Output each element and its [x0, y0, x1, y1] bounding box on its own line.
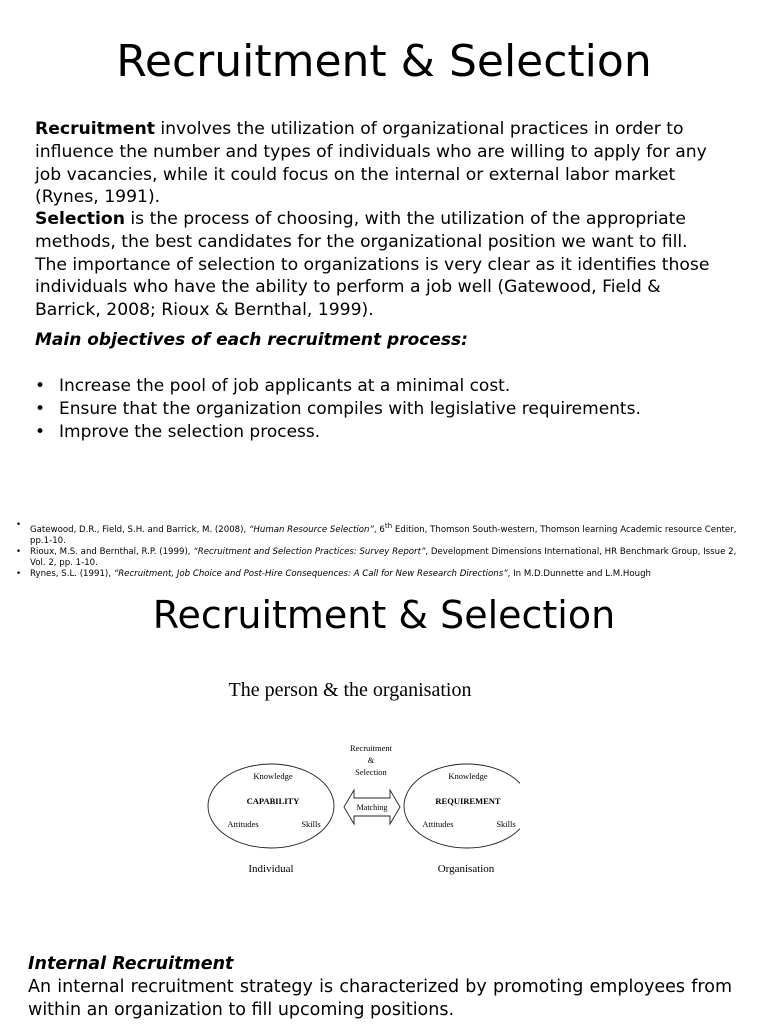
- organisation-skills: Skills: [496, 819, 516, 829]
- center-label-line3: Selection: [355, 767, 387, 777]
- reference-authors: Rynes, S.L. (1991),: [30, 568, 114, 578]
- reference-title: “Human Resource Selection”: [248, 524, 374, 535]
- matching-label: Matching: [356, 803, 388, 812]
- diagram-heading: The person & the organisation: [228, 679, 472, 701]
- organisation-caption: Organisation: [437, 863, 495, 875]
- objective-item: • Improve the selection process.: [35, 421, 641, 444]
- reference-item: [14, 520, 754, 547]
- recruitment-term: Recruitment: [35, 119, 155, 139]
- reference-details: , In M.D.Dunnette and L.M.Hough: [507, 568, 651, 578]
- selection-definition: [35, 208, 725, 322]
- reference-authors: Rioux, M.S. and Bernthal, R.P. (1999),: [30, 546, 194, 557]
- individual-skills: Skills: [301, 819, 321, 829]
- internal-recruitment-body: An internal recruitment strategy is characterized by promoting employees from within an organization to fill upcoming positions.: [28, 977, 732, 1020]
- slide-title: Recruitment & Selection: [152, 593, 616, 637]
- reference-item: [14, 569, 754, 578]
- reference-title: “Recruitment, Job Choice and Post-Hire Consequences: A Call for New Research Directions”: [113, 568, 508, 578]
- recruitment-text: involves the utilization of organizational practices in order to influence the number and types of individuals who are willing to apply for any job vacancies, while it could focus on the internal or external labor market (Rynes, 1991).: [35, 119, 707, 208]
- organisation-knowledge: Knowledge: [448, 771, 488, 781]
- individual-capability: CAPABILITY: [246, 796, 300, 806]
- individual-knowledge: Knowledge: [253, 771, 293, 781]
- individual-caption: Individual: [248, 863, 294, 875]
- references-list: [14, 520, 754, 578]
- objectives-heading: Main objectives of each recruitment process:: [35, 330, 468, 350]
- reference-superscript: th: [384, 521, 393, 530]
- selection-term: Selection: [35, 209, 125, 229]
- individual-attitudes: Attitudes: [227, 819, 259, 829]
- reference-details: , Development Dimensions International, HR Benchmark Group, Issue 2, Vol. 2, pp. 1-10.: [30, 546, 737, 568]
- organisation-attitudes: Attitudes: [422, 819, 454, 829]
- reference-title: “Recruitment and Selection Practices: Survey Report”: [193, 546, 426, 557]
- objectives-list: [35, 375, 641, 444]
- reference-authors: Gatewood, D.R., Field, S.H. and Barrick, M. (2008),: [30, 524, 249, 535]
- reference-details-cont: Edition, Thomson South-western, Thomson learning Academic resource Center, pp.1-10.: [30, 524, 737, 546]
- reference-item: [14, 547, 754, 569]
- center-label-line2: &: [367, 755, 375, 765]
- objective-item: • Increase the pool of job applicants at a minimal cost.: [35, 375, 641, 398]
- selection-text: is the process of choosing, with the utilization of the appropriate methods, the best candidates for the organizational position we want to fill. The importance of selection to organizations is very clear as it identifies those individuals who have the ability to perform a job well (Gatewood, Field & Barrick, 2008; Rioux & Bernthal, 1999).: [35, 209, 710, 321]
- person-organisation-diagram: [200, 674, 520, 894]
- reference-details: , 6: [373, 524, 385, 535]
- recruitment-definition: [35, 118, 725, 209]
- internal-recruitment-heading: Internal Recruitment: [28, 954, 234, 974]
- slide-title: Recruitment & Selection: [116, 36, 652, 87]
- center-label-line1: Recruitment: [349, 743, 393, 753]
- organisation-requirement: REQUIREMENT: [435, 796, 501, 806]
- objective-item: • Ensure that the organization compiles with legislative requirements.: [35, 398, 641, 421]
- slide-person-organisation: [0, 578, 768, 1024]
